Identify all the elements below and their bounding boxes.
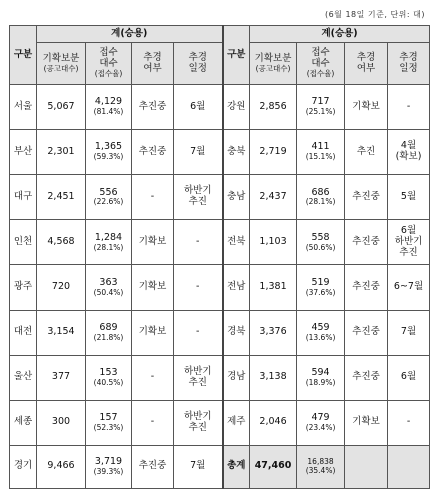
received-rate: (23.4%) <box>305 422 336 432</box>
supp-status-cell: 추진중 <box>345 355 388 400</box>
supp-schedule-line: 7월 <box>400 326 417 338</box>
planned-cell: 2,856 <box>250 85 297 130</box>
received-cell <box>297 400 345 445</box>
received-count: 363 <box>99 276 118 288</box>
region-cell: 울산 <box>10 355 37 400</box>
received-count: 519 <box>311 276 330 288</box>
received-count: 594 <box>311 366 330 378</box>
header-planned-sublabel: (공고대수) <box>43 63 79 73</box>
received-count: 1,365 <box>94 141 123 153</box>
supp-schedule-line: 추진 <box>188 421 207 433</box>
planned-cell: 2,719 <box>250 130 297 175</box>
header-supp-schedule-label: 추경 <box>188 51 207 63</box>
header-supp-status-right <box>345 43 388 85</box>
supp-schedule-line: 하반기 <box>394 235 423 247</box>
supp-schedule-line: 추진 <box>188 376 207 388</box>
supp-status-cell: 추진중 <box>345 220 388 265</box>
region-cell: 경북 <box>223 310 250 355</box>
region-cell: 충북 <box>223 130 250 175</box>
planned-cell: 2,301 <box>37 130 86 175</box>
table-row <box>10 355 430 400</box>
region-cell: 전북 <box>223 220 250 265</box>
received-cell <box>297 220 345 265</box>
supp-schedule-cell <box>388 265 430 310</box>
supp-schedule-cell <box>174 265 223 310</box>
supp-schedule-cell <box>174 130 223 175</box>
received-rate: (22.6%) <box>93 197 124 207</box>
header-supp-status-label: 여부 <box>356 62 376 74</box>
supp-schedule-cell <box>388 130 430 175</box>
planned-cell: 3,154 <box>37 310 86 355</box>
supp-schedule-cell <box>388 355 430 400</box>
planned-cell: 4,568 <box>37 220 86 265</box>
received-count: 717 <box>311 96 330 108</box>
received-count: 157 <box>99 412 118 424</box>
region-cell: 전남 <box>223 265 250 310</box>
table-row <box>10 175 430 220</box>
received-count: 16,838 <box>307 457 334 467</box>
supp-schedule-line: 추진 <box>188 196 207 208</box>
received-count: 3,719 <box>94 456 123 468</box>
received-count: 411 <box>311 141 330 153</box>
supp-schedule-line: - <box>406 416 411 428</box>
received-cell <box>86 355 132 400</box>
supp-schedule-line: 하반기 <box>184 410 212 422</box>
header-supp-schedule-right <box>388 43 430 85</box>
received-cell <box>86 85 132 130</box>
supp-status-cell: 기확보 <box>345 85 388 130</box>
supp-status-cell: 추진중 <box>132 445 174 488</box>
header-planned-sublabel: (공고대수) <box>255 63 291 73</box>
received-rate: (13.6%) <box>305 332 336 342</box>
table-row <box>10 310 430 355</box>
supp-schedule-line: 5월 <box>400 190 417 202</box>
planned-cell: 1,381 <box>250 265 297 310</box>
planned-cell: 3,138 <box>250 355 297 400</box>
region-cell: 서울 <box>10 85 37 130</box>
received-count: 4,129 <box>94 96 123 108</box>
planned-cell: 9,466 <box>37 445 86 488</box>
received-cell <box>297 310 345 355</box>
planned-cell: 1,103 <box>250 220 297 265</box>
supp-schedule-line: 6~7월 <box>393 281 424 293</box>
supp-status-cell: 추진중 <box>345 310 388 355</box>
header-supp-schedule-label: 일정 <box>188 62 207 74</box>
planned-cell: 377 <box>37 355 86 400</box>
supp-schedule-cell <box>388 400 430 445</box>
supp-schedule-cell <box>388 85 430 130</box>
supp-schedule-line: 7월 <box>190 460 206 472</box>
header-planned-label: 기확보분 <box>42 52 80 64</box>
planned-cell: 2,451 <box>37 175 86 220</box>
planned-cell: 5,067 <box>37 85 86 130</box>
header-planned-left <box>37 43 86 85</box>
region-cell: 경남 <box>223 355 250 400</box>
header-supp-status-label: 여부 <box>143 62 162 74</box>
planned-cell: 47,460 <box>250 445 297 488</box>
supp-status-cell: 기확보 <box>132 220 174 265</box>
received-cell <box>297 85 345 130</box>
planned-cell: 2,046 <box>250 400 297 445</box>
received-count: 689 <box>99 321 118 333</box>
ev-subsidy-table <box>9 25 430 489</box>
supp-schedule-line: 4월 <box>400 140 417 152</box>
header-supp-status-left <box>132 43 174 85</box>
region-cell: 강원 <box>223 85 250 130</box>
received-cell <box>297 445 345 488</box>
table-row <box>10 265 430 310</box>
supp-schedule-cell <box>388 445 430 488</box>
region-cell: 충남 <box>223 175 250 220</box>
supp-schedule-line: 6월 <box>190 100 206 112</box>
supp-schedule-line: 추진 <box>399 246 418 258</box>
received-rate: (15.1%) <box>305 152 336 162</box>
received-cell <box>297 265 345 310</box>
supp-schedule-cell <box>174 220 223 265</box>
received-rate: (59.3%) <box>93 152 124 162</box>
header-received-label: 접수 <box>311 47 330 59</box>
region-cell: 총계 <box>223 445 250 488</box>
header-planned-label: 기확보분 <box>254 52 292 64</box>
received-rate: (25.1%) <box>305 107 336 117</box>
header-supp-schedule-label: 추경 <box>399 51 418 63</box>
received-rate: (81.4%) <box>93 107 124 117</box>
supp-status-cell: 추진중 <box>132 130 174 175</box>
header-group-right: 계(승용) <box>250 26 430 43</box>
supp-schedule-cell <box>174 445 223 488</box>
received-cell <box>86 445 132 488</box>
supp-schedule-line: 6월 <box>400 225 417 236</box>
planned-cell: 300 <box>37 400 86 445</box>
supp-schedule-line: 7월 <box>190 145 206 157</box>
table-row <box>10 445 430 488</box>
planned-cell: 3,376 <box>250 310 297 355</box>
header-received-right <box>297 43 345 85</box>
table-row <box>10 85 430 130</box>
header-received-label: 접수 <box>99 47 118 59</box>
supp-status-cell: 추진중 <box>345 175 388 220</box>
received-count: 558 <box>311 231 330 243</box>
planned-cell: 2,437 <box>250 175 297 220</box>
region-cell: 경기 <box>10 445 37 488</box>
region-cell: 세종 <box>10 400 37 445</box>
supp-schedule-cell <box>174 355 223 400</box>
received-cell <box>297 355 345 400</box>
supp-schedule-line: - <box>406 100 411 112</box>
header-supp-schedule-label: 일정 <box>399 62 418 74</box>
received-rate: (37.6%) <box>305 287 336 297</box>
table-row <box>10 220 430 265</box>
received-cell <box>297 175 345 220</box>
region-cell: 제주 <box>223 400 250 445</box>
supp-schedule-cell <box>388 310 430 355</box>
supp-schedule-cell <box>388 175 430 220</box>
supp-schedule-line: 6월 <box>400 371 417 383</box>
received-cell <box>86 130 132 175</box>
received-cell <box>86 310 132 355</box>
received-cell <box>86 220 132 265</box>
header-received-label: 대수 <box>99 58 118 70</box>
table-row <box>10 130 430 175</box>
header-received-left <box>86 43 132 85</box>
region-cell: 대구 <box>10 175 37 220</box>
received-count: 686 <box>311 186 330 198</box>
supp-schedule-line: - <box>196 235 200 247</box>
supp-status-cell: 기확보 <box>132 265 174 310</box>
received-count: 479 <box>311 412 330 424</box>
supp-status-cell: - <box>132 400 174 445</box>
supp-status-cell: - <box>132 355 174 400</box>
received-rate: (18.9%) <box>305 377 336 387</box>
received-rate: (28.1%) <box>93 242 124 252</box>
table-row <box>10 400 430 445</box>
received-rate: (52.3%) <box>93 422 124 432</box>
header-supp-status-label: 추경 <box>143 51 162 63</box>
received-cell <box>297 130 345 175</box>
planned-cell: 720 <box>37 265 86 310</box>
header-region-right: 구분 <box>223 26 250 85</box>
supp-schedule-cell <box>388 220 430 265</box>
supp-schedule-cell <box>174 310 223 355</box>
unit-note: (6월 18일 기준, 단위: 대) <box>324 10 425 19</box>
region-cell: 대전 <box>10 310 37 355</box>
received-rate: (28.1%) <box>305 197 336 207</box>
region-cell: 부산 <box>10 130 37 175</box>
received-rate: (35.4%) <box>305 465 336 475</box>
region-cell: 인천 <box>10 220 37 265</box>
received-count: 556 <box>99 186 118 198</box>
supp-schedule-line: 하반기 <box>184 185 212 197</box>
supp-status-cell <box>345 445 388 488</box>
supp-schedule-cell <box>174 175 223 220</box>
supp-status-cell: - <box>132 175 174 220</box>
header-region-left: 구분 <box>10 26 37 85</box>
supp-schedule-line: - <box>196 326 200 338</box>
received-rate: (39.3%) <box>93 467 124 477</box>
supp-status-cell: 기확보 <box>345 400 388 445</box>
header-received-sublabel: (접수율) <box>94 69 123 79</box>
received-cell <box>86 400 132 445</box>
received-rate: (50.6%) <box>305 242 336 252</box>
header-group-left: 계(승용) <box>37 26 223 43</box>
received-count: 153 <box>99 366 118 378</box>
header-received-sublabel: (접수율) <box>306 69 335 79</box>
received-rate: (40.5%) <box>93 377 124 387</box>
supp-status-cell: 추진 <box>345 130 388 175</box>
header-received-label: 대수 <box>311 58 330 70</box>
supp-status-cell: 추진중 <box>132 85 174 130</box>
received-cell <box>86 175 132 220</box>
received-rate: (21.8%) <box>93 332 124 342</box>
supp-schedule-line: (확보) <box>395 151 422 163</box>
header-supp-status-label: 추경 <box>356 51 376 63</box>
received-count: 459 <box>311 321 330 333</box>
supp-schedule-cell <box>174 400 223 445</box>
received-rate: (50.4%) <box>93 287 124 297</box>
region-cell: 광주 <box>10 265 37 310</box>
received-count: 1,284 <box>94 231 123 243</box>
supp-schedule-line: 하반기 <box>184 365 212 377</box>
header-supp-schedule-left <box>174 43 223 85</box>
received-cell <box>86 265 132 310</box>
supp-status-cell: 기확보 <box>132 310 174 355</box>
supp-schedule-line: - <box>196 281 200 293</box>
supp-schedule-cell <box>174 85 223 130</box>
header-planned-right <box>250 43 297 85</box>
supp-status-cell: 추진중 <box>345 265 388 310</box>
